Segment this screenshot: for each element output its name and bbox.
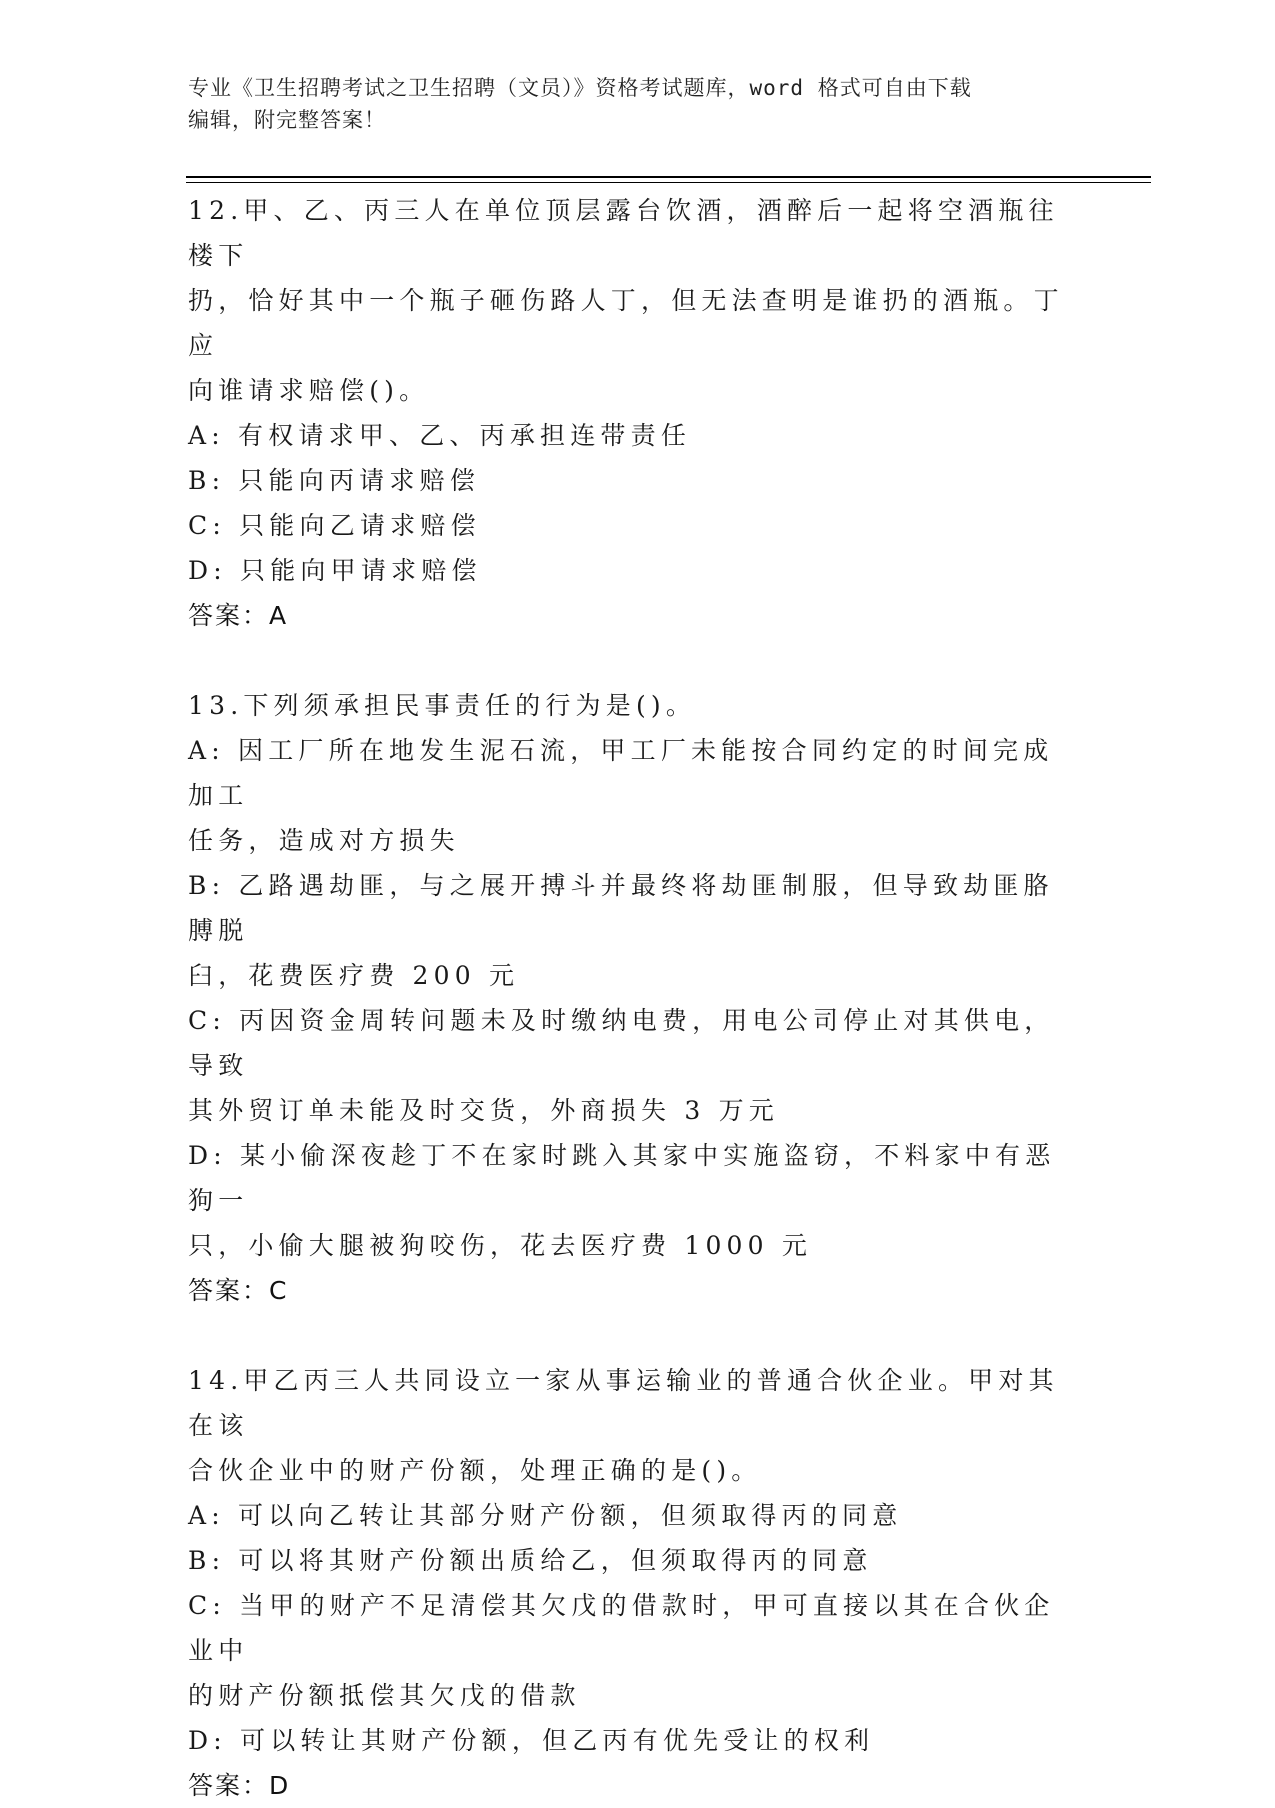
answer-label: 答案：A xyxy=(188,601,289,630)
answer-label: 答案：C xyxy=(188,1276,289,1305)
question-list xyxy=(188,188,1078,1808)
option-a: A: 有权请求甲、乙、丙承担连带责任 xyxy=(188,421,692,450)
answer-label: 答案：D xyxy=(188,1771,291,1800)
question-12 xyxy=(188,188,1078,638)
question-spacer xyxy=(188,638,1078,683)
option-a: A: 可以向乙转让其部分财产份额，但须取得丙的同意 xyxy=(188,1501,903,1530)
question-stem-line: 13.下列须承担民事责任的行为是()。 xyxy=(188,691,697,720)
option-d: D: 某小偷深夜趁丁不在家时跳入其家中实施盗窃，不料家中有恶狗一 xyxy=(188,1141,1056,1215)
option-a: A: 因工厂所在地发生泥石流，甲工厂未能按合同约定的时间完成加工 xyxy=(188,736,1054,810)
option-c-continued: 其外贸订单未能及时交货，外商损失 3 万元 xyxy=(188,1096,780,1125)
option-a-continued: 任务，造成对方损失 xyxy=(188,826,460,855)
option-b: B: 可以将其财产份额出质给乙，但须取得丙的同意 xyxy=(188,1546,873,1575)
question-spacer xyxy=(188,1313,1078,1358)
document-header xyxy=(188,72,1068,136)
question-stem-line: 扔，恰好其中一个瓶子砸伤路人丁，但无法查明是谁扔的酒瓶。丁应 xyxy=(188,286,1064,360)
option-c-continued: 的财产份额抵偿其欠戊的借款 xyxy=(188,1681,581,1710)
question-14 xyxy=(188,1358,1078,1808)
option-b: B: 乙路遇劫匪，与之展开搏斗并最终将劫匪制服，但导致劫匪胳膊脱 xyxy=(188,871,1054,945)
question-stem-line: 14.甲乙丙三人共同设立一家从事运输业的普通合伙企业。甲对其在该 xyxy=(188,1366,1059,1440)
option-c: C: 只能向乙请求赔偿 xyxy=(188,511,481,540)
question-stem-line: 12.甲、乙、丙三人在单位顶层露台饮酒，酒醉后一起将空酒瓶往楼下 xyxy=(188,196,1059,270)
question-stem-line: 合伙企业中的财产份额，处理正确的是()。 xyxy=(188,1456,762,1485)
question-13 xyxy=(188,683,1078,1313)
header-line-2: 编辑，附完整答案！ xyxy=(188,108,386,132)
header-rule-thick xyxy=(186,176,1151,178)
option-b: B: 只能向丙请求赔偿 xyxy=(188,466,480,495)
option-c: C: 丙因资金周转问题未及时缴纳电费，用电公司停止对其供电，导致 xyxy=(188,1006,1055,1080)
option-d-continued: 只，小偷大腿被狗咬伤，花去医疗费 1000 元 xyxy=(188,1231,813,1260)
option-b-continued: 臼，花费医疗费 200 元 xyxy=(188,961,520,990)
question-stem-line: 向谁请求赔偿()。 xyxy=(188,376,430,405)
option-c: C: 当甲的财产不足清偿其欠戊的借款时，甲可直接以其在合伙企业中 xyxy=(188,1591,1055,1665)
option-d: D: 只能向甲请求赔偿 xyxy=(188,556,482,585)
header-rule-thin xyxy=(186,182,1151,183)
option-d: D: 可以转让其财产份额，但乙丙有优先受让的权利 xyxy=(188,1726,875,1755)
header-line-1: 专业《卫生招聘考试之卫生招聘（文员）》资格考试题库，word 格式可自由下载 xyxy=(188,76,972,100)
